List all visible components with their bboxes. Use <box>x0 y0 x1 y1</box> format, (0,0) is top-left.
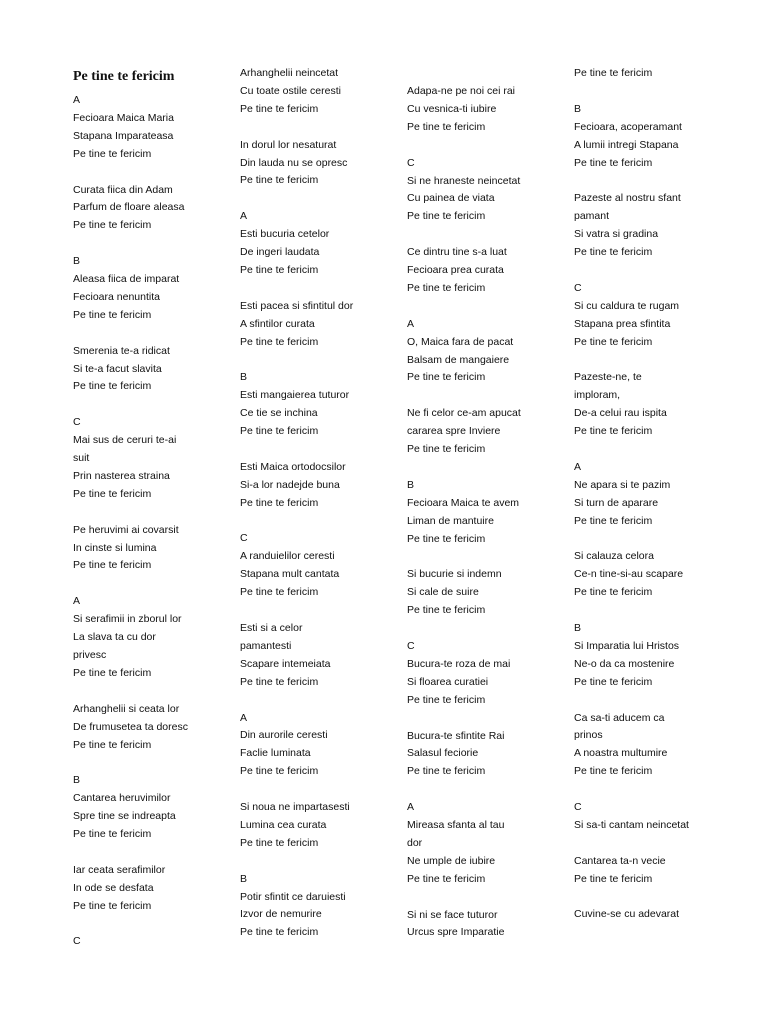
column-3 <box>407 83 567 942</box>
blank-line <box>240 351 400 369</box>
text-line: Pe tine te fericim <box>407 443 486 456</box>
text-line: Si turn de aparare <box>574 496 659 509</box>
text-line: Pe tine te fericim <box>407 210 486 223</box>
text-line: cararea spre Inviere <box>407 425 501 438</box>
text-line: Pe tine te fericim <box>574 872 653 885</box>
blank-line <box>73 164 233 182</box>
text-line: B <box>73 255 81 268</box>
blank-line <box>574 351 734 369</box>
text-line: Stapana Imparateasa <box>73 129 174 142</box>
text-line: Pe heruvimi ai covarsit <box>73 523 179 536</box>
text-line: Aleasa fiica de imparat <box>73 273 180 286</box>
text-line: Ne-o da ca mostenire <box>574 657 675 670</box>
text-line: A randuielilor ceresti <box>240 550 335 563</box>
text-line: Si cu caldura te rugam <box>574 299 680 312</box>
text-line: Si te-a facut slavita <box>73 362 162 375</box>
blank-line <box>574 83 734 101</box>
blank-line <box>73 575 233 593</box>
text-line: La slava ta cu dor <box>73 631 156 644</box>
text-line: Pe tine te fericim <box>240 926 319 939</box>
text-line: Fecioara Maica Maria <box>73 111 174 124</box>
text-line: B <box>240 371 248 384</box>
text-line: Si ni se face tuturor <box>407 908 498 921</box>
text-line: Faclie luminata <box>240 747 311 760</box>
text-line: imploram, <box>574 389 621 402</box>
blank-line <box>407 298 567 316</box>
blank-line <box>574 781 734 799</box>
text-line: Mai sus de ceruri te-ai <box>73 434 177 447</box>
blank-line <box>240 602 400 620</box>
blank-line <box>73 844 233 862</box>
text-line: Pe tine te fericim <box>574 586 653 599</box>
blank-line <box>407 387 567 405</box>
text-line: A <box>73 595 81 608</box>
text-line: Pe tine te fericim <box>240 765 319 778</box>
text-line: B <box>407 478 415 491</box>
blank-line <box>240 513 400 531</box>
text-line: A noastra multumire <box>574 747 668 760</box>
blank-line <box>73 754 233 772</box>
text-line: Cu vesnica-ti iubire <box>407 102 497 115</box>
text-line: Cu toate ostile ceresti <box>240 84 341 97</box>
text-line: pamant <box>574 210 610 223</box>
text-line: Iar ceata serafimilor <box>73 863 166 876</box>
text-line: Curata fiica din Adam <box>73 183 173 196</box>
blank-line <box>240 119 400 137</box>
text-line: Ne umple de iubire <box>407 854 496 867</box>
text-line: C <box>73 416 81 429</box>
text-line: Fecioara prea curata <box>407 264 504 277</box>
column-4 <box>574 65 734 924</box>
text-line: Ce dintru tine s-a luat <box>407 246 507 259</box>
text-line: Liman de mantuire <box>407 514 494 527</box>
blank-line <box>574 602 734 620</box>
text-line: Cantarea heruvimilor <box>73 792 171 805</box>
text-line: Pe tine te fericim <box>240 496 319 509</box>
text-line: suit <box>73 452 90 465</box>
blank-line <box>407 548 567 566</box>
text-line: C <box>574 801 582 814</box>
text-line: Pe tine te fericim <box>407 765 486 778</box>
text-line: Si calauza celora <box>574 550 654 563</box>
text-line: Si noua ne impartasesti <box>240 801 350 814</box>
text-line: Ne fi celor ce-am apucat <box>407 407 521 420</box>
blank-line <box>73 325 233 343</box>
text-line: Si floarea curatiei <box>407 675 489 688</box>
text-line: Parfum de floare aleasa <box>73 201 185 214</box>
text-line: Arhanghelii si ceata lor <box>73 702 180 715</box>
text-line: Ce-n tine-si-au scapare <box>574 568 684 581</box>
text-line: Si-a lor nadejde buna <box>240 478 340 491</box>
column-1 <box>73 68 233 951</box>
text-line: Pe tine te fericim <box>73 219 152 232</box>
blank-line <box>240 280 400 298</box>
text-line: C <box>73 935 81 948</box>
text-line: Si bucurie si indemn <box>407 568 502 581</box>
blank-line <box>73 916 233 934</box>
text-line: Izvor de nemurire <box>240 908 322 921</box>
blank-line <box>240 692 400 710</box>
text-line: Pe tine te fericim <box>73 559 152 572</box>
text-line: Pe tine te fericim <box>407 693 486 706</box>
text-line: Esti bucuria cetelor <box>240 228 330 241</box>
text-line: Pe tine te fericim <box>73 738 152 751</box>
text-line: Ce tie se inchina <box>240 407 318 420</box>
text-line: A lumii intregi Stapana <box>574 138 679 151</box>
text-line: Stapana mult cantata <box>240 568 340 581</box>
blank-line <box>574 889 734 907</box>
text-line: Pe tine te fericim <box>407 872 486 885</box>
text-line: Pe tine te fericim <box>574 246 653 259</box>
text-line: Esti Maica ortodocsilor <box>240 460 346 473</box>
blank-line <box>407 137 567 155</box>
blank-line <box>574 835 734 853</box>
blank-line <box>240 441 400 459</box>
blank-line <box>574 441 734 459</box>
blank-line <box>407 710 567 728</box>
text-line: Pe tine te fericim <box>73 308 152 321</box>
text-line: Pe tine te fericim <box>240 425 319 438</box>
text-line: Pe tine te fericim <box>407 281 486 294</box>
text-line: Pe tine te fericim <box>240 263 319 276</box>
text-line: De ingeri laudata <box>240 246 320 259</box>
text-line: privesc <box>73 649 107 661</box>
blank-line <box>73 396 233 414</box>
text-line: Pe tine te fericim <box>240 335 319 348</box>
text-line: A <box>407 317 415 330</box>
blank-line <box>73 235 233 253</box>
text-line: Balsam de mangaiere <box>407 353 510 366</box>
text-line: Fecioara, acoperamant <box>574 120 682 133</box>
text-line: Scapare intemeiata <box>240 657 331 670</box>
text-line: Pe tine te fericim <box>574 67 653 79</box>
text-line: Pe tine te fericim <box>73 147 152 160</box>
blank-line <box>73 504 233 522</box>
blank-line <box>407 459 567 477</box>
text-line: prinos <box>574 729 603 742</box>
text-line: Pe tine te fericim <box>407 532 486 545</box>
text-line: A <box>240 711 248 724</box>
text-line: Pe tine te fericim <box>73 828 152 841</box>
text-line: Pazeste-ne, te <box>574 371 642 384</box>
text-line: Spre tine se indreapta <box>73 810 176 823</box>
text-line: C <box>240 532 248 545</box>
text-line: In dorul lor nesaturat <box>240 138 337 151</box>
text-line: Esti si a celor <box>240 621 303 634</box>
text-line: Pazeste al nostru sfant <box>574 192 681 205</box>
text-line: Si cale de suire <box>407 586 479 599</box>
text-line: B <box>240 872 248 885</box>
text-line: Stapana prea sfintita <box>574 317 671 330</box>
blank-line <box>407 781 567 799</box>
text-line: B <box>73 774 81 787</box>
text-line: De-a celui rau ispita <box>574 407 667 420</box>
text-line: Pe tine te fericim <box>574 156 653 169</box>
text-line: Lumina cea curata <box>240 818 327 831</box>
blank-line <box>574 262 734 280</box>
text-line: In cinste si lumina <box>73 541 157 554</box>
text-line: Salasul feciorie <box>407 747 479 760</box>
column-2 <box>240 65 400 942</box>
text-line: Pe tine te fericim <box>574 514 653 527</box>
text-line: Si Imparatia lui Hristos <box>574 639 680 652</box>
text-line: dor <box>407 836 423 849</box>
text-line: Pe tine te fericim <box>240 586 319 599</box>
text-line: Esti mangaierea tuturor <box>240 389 350 402</box>
text-line: Pe tine te fericim <box>73 380 152 393</box>
text-line: Pe tine te fericim <box>407 604 486 617</box>
text-line: Urcus spre Imparatie <box>407 926 505 939</box>
text-line: Pe tine te fericim <box>240 174 319 187</box>
text-line: Bucura-te sfintite Rai <box>407 729 505 742</box>
text-line: Pe tine te fericim <box>240 102 319 115</box>
text-line: A <box>73 94 81 106</box>
text-line: Din lauda nu se opresc <box>240 156 348 169</box>
text-line: Cu painea de viata <box>407 192 495 205</box>
text-line: Pe tine te fericim <box>240 836 319 849</box>
text-line: Si serafimii in zborul lor <box>73 613 182 626</box>
text-line: Si ne hraneste neincetat <box>407 174 521 187</box>
text-line: Adapa-ne pe noi cei rai <box>407 85 515 97</box>
text-line: Esti pacea si sfintitul dor <box>240 299 354 312</box>
text-line: Cantarea ta-n vecie <box>574 854 666 867</box>
blank-line <box>574 692 734 710</box>
text-line: Si sa-ti cantam neincetat <box>574 818 689 831</box>
text-line: Potir sfintit ce daruiesti <box>240 890 346 903</box>
blank-line <box>240 853 400 871</box>
text-line: A <box>240 210 248 223</box>
text-line: Din aurorile ceresti <box>240 729 328 742</box>
text-line: B <box>574 102 582 115</box>
text-line: Pe tine te fericim <box>73 899 152 912</box>
text-line: Cuvine-se cu adevarat <box>574 908 680 921</box>
text-line: O, Maica fara de pacat <box>407 335 514 348</box>
document-title: Pe tine te fericim <box>73 69 175 84</box>
blank-line <box>240 781 400 799</box>
blank-line <box>407 620 567 638</box>
text-line: C <box>407 639 415 652</box>
text-line: Pe tine te fericim <box>574 425 653 438</box>
text-line: Mireasa sfanta al tau <box>407 819 505 832</box>
text-line: Ca sa-ti aducem ca <box>574 711 665 724</box>
text-line: Pe tine te fericim <box>574 765 653 778</box>
blank-line <box>73 683 233 701</box>
text-line: De frumusetea ta doresc <box>73 720 188 733</box>
text-line: C <box>574 281 582 294</box>
text-line: Si vatra si gradina <box>574 228 659 241</box>
blank-line <box>407 226 567 244</box>
text-line: Pe tine te fericim <box>574 335 653 348</box>
text-line: Prin nasterea straina <box>73 469 170 482</box>
text-line: pamantesti <box>240 639 292 652</box>
text-line: Pe tine te fericim <box>73 666 152 679</box>
text-line: Fecioara Maica te avem <box>407 496 520 509</box>
blank-line <box>240 190 400 208</box>
text-line: Fecioara nenuntita <box>73 290 160 303</box>
blank-line <box>574 172 734 190</box>
text-line: Pe tine te fericim <box>240 675 319 688</box>
text-line: Pe tine te fericim <box>73 487 152 500</box>
text-line: C <box>407 156 415 169</box>
text-line: In ode se desfata <box>73 881 154 894</box>
blank-line <box>407 889 567 907</box>
text-line: Pe tine te fericim <box>407 371 486 384</box>
text-line: Pe tine te fericim <box>407 120 486 133</box>
text-line: B <box>574 621 582 634</box>
text-line: Pe tine te fericim <box>574 675 653 688</box>
text-line: Arhanghelii neincetat <box>240 67 339 79</box>
text-line: Ne apara si te pazim <box>574 478 671 491</box>
text-line: Smerenia te-a ridicat <box>73 344 170 357</box>
text-line: Bucura-te roza de mai <box>407 657 511 670</box>
blank-line <box>574 530 734 548</box>
text-line: A <box>407 801 415 814</box>
text-line: A <box>574 460 582 473</box>
text-line: A sfintilor curata <box>240 317 315 330</box>
